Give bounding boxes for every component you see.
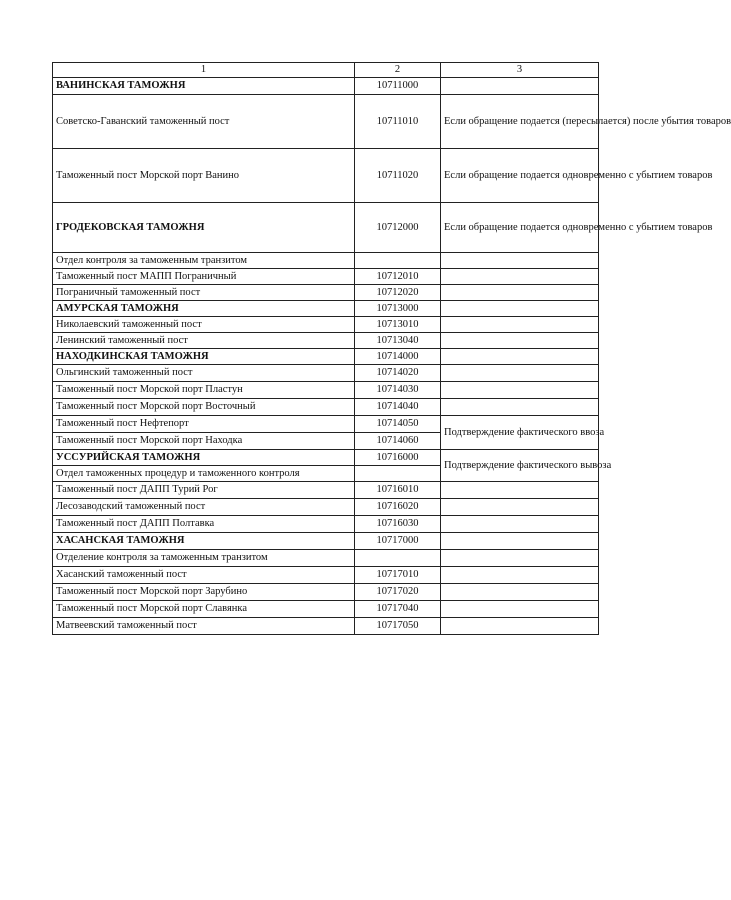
note-cell xyxy=(441,516,599,533)
note-cell: Если обращение подается одновременно с убытием товаров xyxy=(441,203,599,253)
table-row xyxy=(53,482,599,499)
office-code-cell: 10716010 xyxy=(355,482,441,499)
note-cell xyxy=(441,584,599,601)
table-row xyxy=(53,149,599,203)
table-row xyxy=(53,601,599,618)
office-name-cell: Ленинский таможенный пост xyxy=(53,333,355,349)
note-cell xyxy=(441,482,599,499)
office-name-cell: ГРОДЕКОВСКАЯ ТАМОЖНЯ xyxy=(53,203,355,253)
table-row xyxy=(53,550,599,567)
office-name-cell: Таможенный пост Нефтепорт xyxy=(53,416,355,433)
table-row xyxy=(53,253,599,269)
table-row xyxy=(53,516,599,533)
note-cell xyxy=(441,269,599,285)
office-code-cell: 10717050 xyxy=(355,618,441,635)
office-name-cell: Отдел таможенных процедур и таможенного контроля xyxy=(53,466,355,482)
table-row xyxy=(53,499,599,516)
office-name-cell: Пограничный таможенный пост xyxy=(53,285,355,301)
table-row xyxy=(53,78,599,95)
office-code-cell: 10716020 xyxy=(355,499,441,516)
office-code-cell: 10714050 xyxy=(355,416,441,433)
office-code-cell: 10716000 xyxy=(355,450,441,466)
office-code-cell: 10714030 xyxy=(355,382,441,399)
office-name-cell: Николаевский таможенный пост xyxy=(53,317,355,333)
note-cell: Подтверждение фактического ввоза xyxy=(441,416,599,450)
office-name-cell: НАХОДКИНСКАЯ ТАМОЖНЯ xyxy=(53,349,355,365)
office-name-cell: Таможенный пост Морской порт Находка xyxy=(53,433,355,450)
office-code-cell: 10712000 xyxy=(355,203,441,253)
office-name-cell: АМУРСКАЯ ТАМОЖНЯ xyxy=(53,301,355,317)
office-name-cell: ВАНИНСКАЯ ТАМОЖНЯ xyxy=(53,78,355,95)
office-code-cell: 10714000 xyxy=(355,349,441,365)
office-code-cell: 10717010 xyxy=(355,567,441,584)
note-cell xyxy=(441,301,599,317)
office-code-cell: 10714020 xyxy=(355,365,441,382)
table-row xyxy=(53,333,599,349)
note-cell: Если обращение подается (пересылается) после убытия товаров xyxy=(441,95,599,149)
office-name-cell: УССУРИЙСКАЯ ТАМОЖНЯ xyxy=(53,450,355,466)
office-code-cell: 10717020 xyxy=(355,584,441,601)
office-code-cell: 10713010 xyxy=(355,317,441,333)
table-row xyxy=(53,269,599,285)
note-cell xyxy=(441,285,599,301)
office-name-cell: Матвеевский таможенный пост xyxy=(53,618,355,635)
office-code-cell: 10712010 xyxy=(355,269,441,285)
office-code-cell: 10717040 xyxy=(355,601,441,618)
office-code-cell: 10711020 xyxy=(355,149,441,203)
office-name-cell: Таможенный пост ДАПП Турий Рог xyxy=(53,482,355,499)
table-row xyxy=(53,618,599,635)
note-cell xyxy=(441,399,599,416)
office-name-cell: Лесозаводский таможенный пост xyxy=(53,499,355,516)
table-row xyxy=(53,382,599,399)
note-cell xyxy=(441,365,599,382)
office-name-cell: Таможенный пост Морской порт Славянка xyxy=(53,601,355,618)
note-cell xyxy=(441,349,599,365)
office-code-cell: 10711010 xyxy=(355,95,441,149)
table-row xyxy=(53,301,599,317)
office-code-cell xyxy=(355,550,441,567)
customs-offices-table xyxy=(52,62,731,635)
note-cell xyxy=(441,533,599,550)
table-row xyxy=(53,203,599,253)
office-code-cell: 10713000 xyxy=(355,301,441,317)
office-name-cell: ХАСАНСКАЯ ТАМОЖНЯ xyxy=(53,533,355,550)
office-code-cell xyxy=(355,253,441,269)
table-row xyxy=(53,567,599,584)
note-cell xyxy=(441,499,599,516)
office-name-cell: Таможенный пост ДАПП Полтавка xyxy=(53,516,355,533)
office-name-cell: Таможенный пост Морской порт Ванино xyxy=(53,149,355,203)
note-cell xyxy=(441,550,599,567)
table-row xyxy=(53,349,599,365)
note-cell xyxy=(441,567,599,584)
office-name-cell: Советско-Гаванский таможенный пост xyxy=(53,95,355,149)
column-header-1: 1 xyxy=(53,63,355,78)
table-row xyxy=(53,95,599,149)
table-row xyxy=(53,317,599,333)
office-code-cell xyxy=(355,466,441,482)
note-cell xyxy=(441,317,599,333)
table-row xyxy=(53,584,599,601)
table-row xyxy=(53,399,599,416)
table-header-row xyxy=(53,63,599,78)
table-row xyxy=(53,365,599,382)
column-header-3: 3 xyxy=(441,63,599,78)
office-name-cell: Таможенный пост Морской порт Зарубино xyxy=(53,584,355,601)
note-cell xyxy=(441,253,599,269)
office-code-cell: 10714040 xyxy=(355,399,441,416)
note-cell: Если обращение подается одновременно с убытием товаров xyxy=(441,149,599,203)
office-code-cell: 10712020 xyxy=(355,285,441,301)
note-cell: Подтверждение фактического вывоза xyxy=(441,450,599,482)
note-cell xyxy=(441,78,599,95)
note-cell xyxy=(441,333,599,349)
column-header-2: 2 xyxy=(355,63,441,78)
office-name-cell: Таможенный пост МАПП Пограничный xyxy=(53,269,355,285)
office-name-cell: Таможенный пост Морской порт Восточный xyxy=(53,399,355,416)
office-code-cell: 10713040 xyxy=(355,333,441,349)
note-cell xyxy=(441,601,599,618)
office-name-cell: Таможенный пост Морской порт Пластун xyxy=(53,382,355,399)
office-name-cell: Отделение контроля за таможенным транзитом xyxy=(53,550,355,567)
office-code-cell: 10716030 xyxy=(355,516,441,533)
office-name-cell: Хасанский таможенный пост xyxy=(53,567,355,584)
note-cell xyxy=(441,382,599,399)
table-row xyxy=(53,416,599,433)
table-row xyxy=(53,533,599,550)
note-cell xyxy=(441,618,599,635)
office-code-cell: 10714060 xyxy=(355,433,441,450)
office-name-cell: Отдел контроля за таможенным транзитом xyxy=(53,253,355,269)
table-row xyxy=(53,285,599,301)
office-code-cell: 10711000 xyxy=(355,78,441,95)
office-code-cell: 10717000 xyxy=(355,533,441,550)
table-row xyxy=(53,450,599,466)
office-name-cell: Ольгинский таможенный пост xyxy=(53,365,355,382)
